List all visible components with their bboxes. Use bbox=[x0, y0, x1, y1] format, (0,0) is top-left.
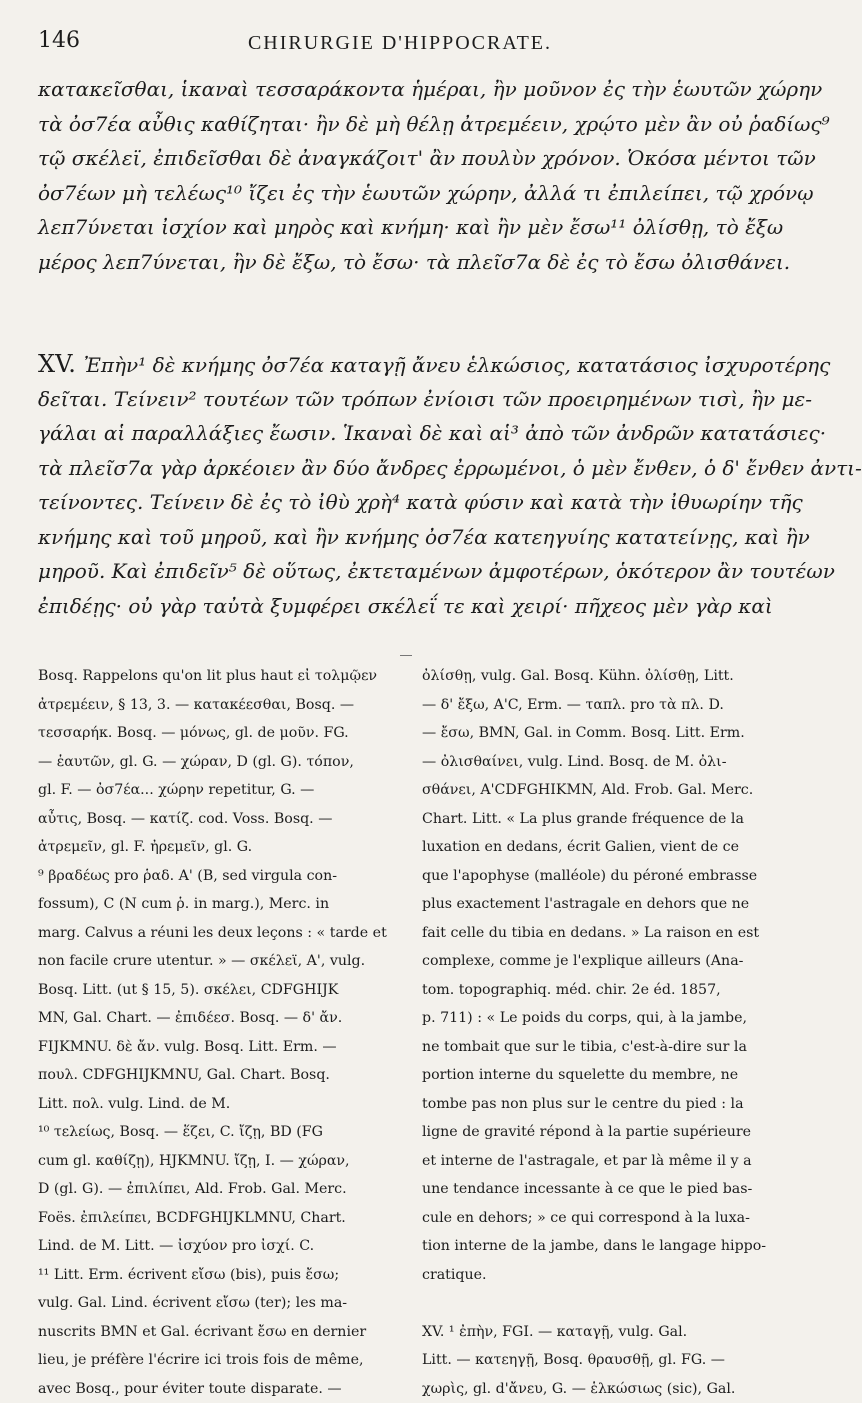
notes-divider bbox=[400, 655, 412, 660]
footnote-line: — ἔσω, BMN, Gal. in Comm. Bosq. Litt. Erm. bbox=[422, 719, 782, 748]
footnote-line: πουλ. CDFGHIJKMNU, Gal. Chart. Bosq. bbox=[38, 1061, 398, 1090]
footnote-line: cule en dehors; » ce qui correspond à la luxa- bbox=[422, 1204, 782, 1233]
main-line: ὀσ7έων μὴ τελέως¹⁰ ἴζει ἐς τὴν ἑωυτῶν χώρην, ἀλλά τι ἐπιλείπει, τῷ χρόνῳ bbox=[38, 176, 774, 211]
main-line: τὰ πλεῖσ7α γὰρ ἀρκέοιεν ἂν δύο ἄνδρες ἐρρωμένοι, ὁ μὲν ἔνθεν, ὁ δ' ἔνθεν ἀντι- bbox=[38, 451, 774, 486]
footnote-line: tombe pas non plus sur le centre du pied : la bbox=[422, 1090, 782, 1119]
footnote-line: Bosq. Rappelons qu'on lit plus haut εἰ τολμῷεν bbox=[38, 662, 398, 691]
footnote-line: luxation en dedans, écrit Galien, vient de ce bbox=[422, 833, 782, 862]
footnote-line: ⁹ βραδέως pro ῥαδ. A' (B, sed virgula con- bbox=[38, 862, 398, 891]
footnote-line: lieu, je préfère l'écrire ici trois fois de même, bbox=[38, 1346, 398, 1375]
section-number: XV. bbox=[38, 350, 76, 378]
footnote-line: XV. ¹ ἐπὴν, FGI. — καταγῇ, vulg. Gal. bbox=[422, 1318, 782, 1347]
footnote-line: χωρὶς, gl. d'ἄνευ, G. — ἑλκώσιως (sic), Gal. bbox=[422, 1375, 782, 1403]
main-line-text: Ἐπὴν¹ δὲ κνήμης ὀσ7έα καταγῇ ἄνευ ἑλκώσιος, κατατάσιος ἰσχυροτέρης bbox=[84, 353, 831, 377]
footnote-line: complexe, comme je l'explique ailleurs (Ana- bbox=[422, 947, 782, 976]
footnote-line: fait celle du tibia en dedans. » La raison en est bbox=[422, 919, 782, 948]
footnote-line: Litt. — κατεηγῇ, Bosq. θραυσθῇ, gl. FG. — bbox=[422, 1346, 782, 1375]
footnote-line: que l'apophyse (malléole) du péroné embrasse bbox=[422, 862, 782, 891]
footnote-line: — ὀλισθαίνει, vulg. Lind. Bosq. de M. ὀλι- bbox=[422, 748, 782, 777]
greek-paragraph-1 bbox=[38, 72, 774, 279]
footnote-line: tion interne de la jambe, dans le langage hippo- bbox=[422, 1232, 782, 1261]
footnote-line: et interne de l'astragale, et par là même il y a bbox=[422, 1147, 782, 1176]
footnote-line: Foës. ἐπιλείπει, BCDFGHIJKLMNU, Chart. bbox=[38, 1204, 398, 1233]
main-line: δεῖται. Τείνειν² τουτέων τῶν τρόπων ἐνίοισι τῶν προειρημένων τισὶ, ἢν με- bbox=[38, 382, 774, 417]
footnote-line: nuscrits BMN et Gal. écrivant ἔσω en dernier bbox=[38, 1318, 398, 1347]
main-line: γάλαι αἱ παραλλάξιες ἔωσιν. Ἱκαναὶ δὲ καὶ αἱ³ ἀπὸ τῶν ἀνδρῶν κατατάσιες· bbox=[38, 416, 774, 451]
greek-paragraph-2 bbox=[38, 347, 774, 623]
footnote-line: ὀλίσθῃ, vulg. Gal. Bosq. Kühn. ὀλίσθῃ, Litt. bbox=[422, 662, 782, 691]
main-line: τῷ σκέλεϊ, ἐπιδεῖσθαι δὲ ἀναγκάζοιτ' ἂν πουλὺν χρόνον. Ὁκόσα μέντοι τῶν bbox=[38, 141, 774, 176]
footnote-line: D (gl. G). — ἐπιλίπει, Ald. Frob. Gal. Merc. bbox=[38, 1175, 398, 1204]
running-title: CHIRURGIE D'HIPPOCRATE. bbox=[38, 32, 762, 55]
footnote-line: gl. F. — ὀσ7έα... χώρην repetitur, G. — bbox=[38, 776, 398, 805]
main-line: τείνοντες. Τείνειν δὲ ἐς τὸ ἰθὺ χρὴ⁴ κατὰ φύσιν καὶ κατὰ τὴν ἰθυωρίην τῆς bbox=[38, 485, 774, 520]
footnote-line: Litt. πολ. vulg. Lind. de M. bbox=[38, 1090, 398, 1119]
footnotes-right-column bbox=[422, 662, 782, 1362]
footnote-line: cratique. bbox=[422, 1261, 782, 1290]
main-line: λεπ7ύνεται ἰσχίον καὶ μηρὸς καὶ κνήμη· καὶ ἢν μὲν ἔσω¹¹ ὀλίσθῃ, τὸ ἔξω bbox=[38, 210, 774, 245]
footnote-line: non facile crure utentur. » — σκέλεϊ, A', vulg. bbox=[38, 947, 398, 976]
footnote-line: — ἑαυτῶν, gl. G. — χώραν, D (gl. G). τόπον, bbox=[38, 748, 398, 777]
footnote-line: marg. Calvus a réuni les deux leçons : « tarde et bbox=[38, 919, 398, 948]
footnote-line: plus exactement l'astragale en dehors que ne bbox=[422, 890, 782, 919]
footnote-line: ἀτρεμεῖν, gl. F. ἠρεμεῖν, gl. G. bbox=[38, 833, 398, 862]
footnote-line: Bosq. Litt. (ut § 15, 5). σκέλει, CDFGHIJK bbox=[38, 976, 398, 1005]
footnote-line: cum gl. καθίζῃ), HJKMNU. ἴζῃ, I. — χώραν, bbox=[38, 1147, 398, 1176]
footnote-line: vulg. Gal. Lind. écrivent εἴσω (ter); les ma- bbox=[38, 1289, 398, 1318]
running-header bbox=[38, 26, 762, 60]
main-line: μηροῦ. Καὶ ἐπιδεῖν⁵ δὲ οὕτως, ἐκτεταμένων ἀμφοτέρων, ὁκότερον ἂν τουτέων bbox=[38, 554, 774, 589]
footnote-line: tom. topographiq. méd. chir. 2e éd. 1857, bbox=[422, 976, 782, 1005]
footnote-line: σθάνει, A'CDFGHIKMN, Ald. Frob. Gal. Merc. bbox=[422, 776, 782, 805]
page-number: 146 bbox=[38, 28, 80, 53]
footnote-line: αὖτις, Bosq. — κατίζ. cod. Voss. Bosq. — bbox=[38, 805, 398, 834]
footnote-line: MN, Gal. Chart. — ἐπιδέεσ. Bosq. — δ' ἄν. bbox=[38, 1004, 398, 1033]
footnote-line bbox=[422, 1289, 782, 1318]
footnote-line: ne tombait que sur le tibia, c'est-à-dire sur la bbox=[422, 1033, 782, 1062]
main-line: κνήμης καὶ τοῦ μηροῦ, καὶ ἢν κνήμης ὀσ7έα κατεηγυίης κατατείνῃς, καὶ ἢν bbox=[38, 520, 774, 555]
main-line: τὰ ὀσ7έα αὖθις καθίζηται· ἢν δὲ μὴ θέλῃ ἀτρεμέειν, χρῴτο μὲν ἂν οὐ ῥαδίως⁹ bbox=[38, 107, 774, 142]
main-line: μέρος λεπ7ύνεται, ἢν δὲ ἔξω, τὸ ἔσω· τὰ πλεῖσ7α δὲ ἐς τὸ ἔσω ὀλισθάνει. bbox=[38, 245, 774, 280]
footnote-line: avec Bosq., pour éviter toute disparate. — bbox=[38, 1375, 398, 1403]
footnote-line: p. 711) : « Le poids du corps, qui, à la jambe, bbox=[422, 1004, 782, 1033]
main-line bbox=[38, 347, 774, 382]
footnote-line: portion interne du squelette du membre, ne bbox=[422, 1061, 782, 1090]
footnote-line: fossum), C (N cum ῥ. in marg.), Merc. in bbox=[38, 890, 398, 919]
footnote-line: Lind. de M. Litt. — ἰσχύον pro ἰσχί. C. bbox=[38, 1232, 398, 1261]
footnote-line: τεσσαρήκ. Bosq. — μόνως, gl. de μοῦν. FG. bbox=[38, 719, 398, 748]
footnote-line: ¹⁰ τελείως, Bosq. — ἕζει, C. ἴζῃ, BD (FG bbox=[38, 1118, 398, 1147]
footnotes-left-column bbox=[38, 662, 398, 1362]
footnote-line: ἀτρεμέειν, § 13, 3. — κατακέεσθαι, Bosq. — bbox=[38, 691, 398, 720]
footnote-line: ¹¹ Litt. Erm. écrivent εἴσω (bis), puis ἔσω; bbox=[38, 1261, 398, 1290]
footnote-line: — δ' ἔξω, A'C, Erm. — ταπλ. pro τὰ πλ. D. bbox=[422, 691, 782, 720]
footnote-line: ligne de gravité répond à la partie supérieure bbox=[422, 1118, 782, 1147]
main-line: ἐπιδέῃς· οὐ γὰρ ταὐτὰ ξυμφέρει σκέλεΐ τε καὶ χειρί· πῆχεος μὲν γὰρ καὶ bbox=[38, 589, 774, 624]
footnote-line: Chart. Litt. « La plus grande fréquence de la bbox=[422, 805, 782, 834]
footnote-line: FIJKMNU. δὲ ἄν. vulg. Bosq. Litt. Erm. — bbox=[38, 1033, 398, 1062]
footnote-line: une tendance incessante à ce que le pied bas- bbox=[422, 1175, 782, 1204]
main-line: κατακεῖσθαι, ἱκαναὶ τεσσαράκοντα ἡμέραι, ἢν μοῦνον ἐς τὴν ἑωυτῶν χώρην bbox=[38, 72, 774, 107]
